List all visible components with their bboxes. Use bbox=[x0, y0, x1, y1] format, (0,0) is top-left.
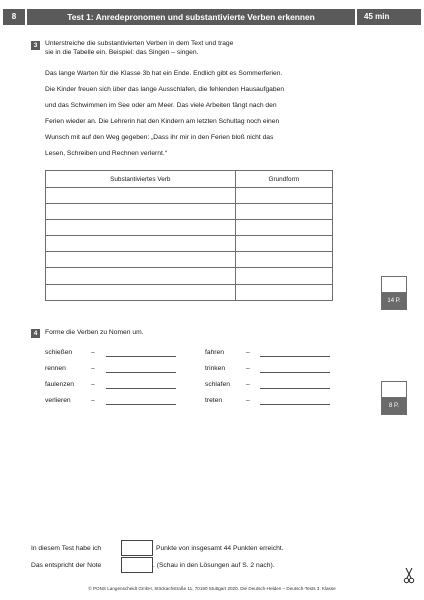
verb-left-3: faulenzen bbox=[45, 381, 75, 388]
task-3-instruction-line-2: sie in die Tabelle ein. Beispiel: das Singen – singen. bbox=[45, 49, 199, 56]
dash: – bbox=[91, 365, 95, 372]
table-row bbox=[46, 284, 333, 300]
answer-cell[interactable] bbox=[235, 268, 332, 284]
grade-input[interactable] bbox=[121, 557, 153, 573]
dash: – bbox=[91, 397, 95, 404]
page-number: 8 bbox=[3, 9, 25, 25]
verb-right-3: schlafen bbox=[205, 381, 230, 388]
answer-cell[interactable] bbox=[46, 252, 236, 268]
text-line-2: Die Kinder freuen sich über das lange Ausschlafen, die fehlenden Hausaufgaben bbox=[45, 86, 285, 93]
points-entry[interactable] bbox=[382, 277, 406, 293]
answer-cell[interactable] bbox=[46, 236, 236, 252]
answer-table bbox=[45, 170, 333, 301]
answer-line[interactable] bbox=[260, 372, 330, 373]
answer-cell[interactable] bbox=[46, 268, 236, 284]
task-4-points-label: 8 P. bbox=[382, 398, 406, 414]
answer-line[interactable] bbox=[106, 356, 176, 357]
answer-line[interactable] bbox=[106, 388, 176, 389]
result-line-1-start: In diesem Test habe ich bbox=[31, 545, 102, 552]
table-row bbox=[46, 204, 333, 220]
task-4-number: 4 bbox=[31, 329, 40, 338]
column-header-base-form: Grundform bbox=[235, 171, 332, 188]
dash: – bbox=[91, 349, 95, 356]
score-input[interactable] bbox=[121, 540, 153, 556]
answer-cell[interactable] bbox=[235, 284, 332, 300]
text-line-4: Ferien wieder an. Die Lehrerin hat den Kindern am letzten Schultag noch einen bbox=[45, 118, 280, 125]
result-line-1-end: Punkte von insgesamt 44 Punkten erreicht. bbox=[156, 545, 284, 552]
task-3-points-box bbox=[381, 276, 407, 310]
answer-cell[interactable] bbox=[235, 220, 332, 236]
result-line-2-end: . (Schau in den Lösungen auf S. 2 nach). bbox=[153, 562, 275, 569]
text-line-1: Das lange Warten für die Klasse 3b hat ein Ende. Endlich gibt es Sommerferien. bbox=[45, 70, 283, 77]
task-3-number: 3 bbox=[31, 41, 40, 50]
answer-line[interactable] bbox=[106, 372, 176, 373]
verb-left-2: rennen bbox=[45, 365, 66, 372]
column-header-substantivated-verb: Substantiviertes Verb bbox=[46, 171, 236, 188]
dash: – bbox=[246, 365, 250, 372]
dash: – bbox=[246, 381, 250, 388]
table-row bbox=[46, 220, 333, 236]
verb-left-1: schießen bbox=[45, 349, 73, 356]
verb-right-2: trinken bbox=[205, 365, 226, 372]
text-line-5: Wunsch mit auf den Weg gegeben: „Dass ihr mir in den Ferien bloß nicht das bbox=[45, 134, 274, 141]
table-row bbox=[46, 236, 333, 252]
answer-cell[interactable] bbox=[235, 236, 332, 252]
answer-cell[interactable] bbox=[46, 204, 236, 220]
answer-cell[interactable] bbox=[46, 220, 236, 236]
task-3-points-label: 14 P. bbox=[382, 293, 406, 309]
verb-left-4: verlieren bbox=[45, 397, 71, 404]
answer-line[interactable] bbox=[260, 388, 330, 389]
table-row bbox=[46, 252, 333, 268]
text-line-3: und das Schwimmen im See oder am Meer. Das viele Arbeiten fängt nach den bbox=[45, 102, 277, 109]
answer-cell[interactable] bbox=[235, 204, 332, 220]
answer-cell[interactable] bbox=[235, 188, 332, 204]
dash: – bbox=[91, 381, 95, 388]
time-limit: 45 min bbox=[357, 9, 421, 25]
points-entry[interactable] bbox=[382, 382, 406, 398]
dash: – bbox=[246, 349, 250, 356]
text-line-6: Lesen, Schreiben und Rechnen verlernt.“ bbox=[45, 150, 167, 157]
verb-right-1: fahren bbox=[205, 349, 224, 356]
answer-line[interactable] bbox=[260, 356, 330, 357]
table-row bbox=[46, 268, 333, 284]
task-4-instruction: Forme die Verben zu Nomen um. bbox=[45, 329, 144, 336]
task-4-points-box bbox=[381, 381, 407, 415]
verb-right-4: treten bbox=[205, 397, 223, 404]
task-3-instruction-line-1: Unterstreiche die substantivierten Verben in dem Text und trage bbox=[45, 40, 234, 47]
result-line-2-start: Das entspricht der Note bbox=[31, 562, 102, 569]
answer-cell[interactable] bbox=[235, 252, 332, 268]
scissors-icon bbox=[403, 568, 415, 584]
dash: – bbox=[246, 397, 250, 404]
test-title: Test 1: Anredepronomen und substantivierte Verben erkennen bbox=[27, 9, 355, 25]
copyright-footer: © PONS Langenscheidt GmbH, Stöckachstraße 11, 70190 Stuttgart 2020. Die Deutsch-Helden – Deutsch-Tests 3. Klasse bbox=[88, 586, 336, 591]
answer-cell[interactable] bbox=[46, 188, 236, 204]
answer-line[interactable] bbox=[260, 404, 330, 405]
table-header-row bbox=[46, 171, 333, 188]
answer-line[interactable] bbox=[106, 404, 176, 405]
page-header bbox=[0, 9, 424, 25]
table-row bbox=[46, 188, 333, 204]
answer-cell[interactable] bbox=[46, 284, 236, 300]
